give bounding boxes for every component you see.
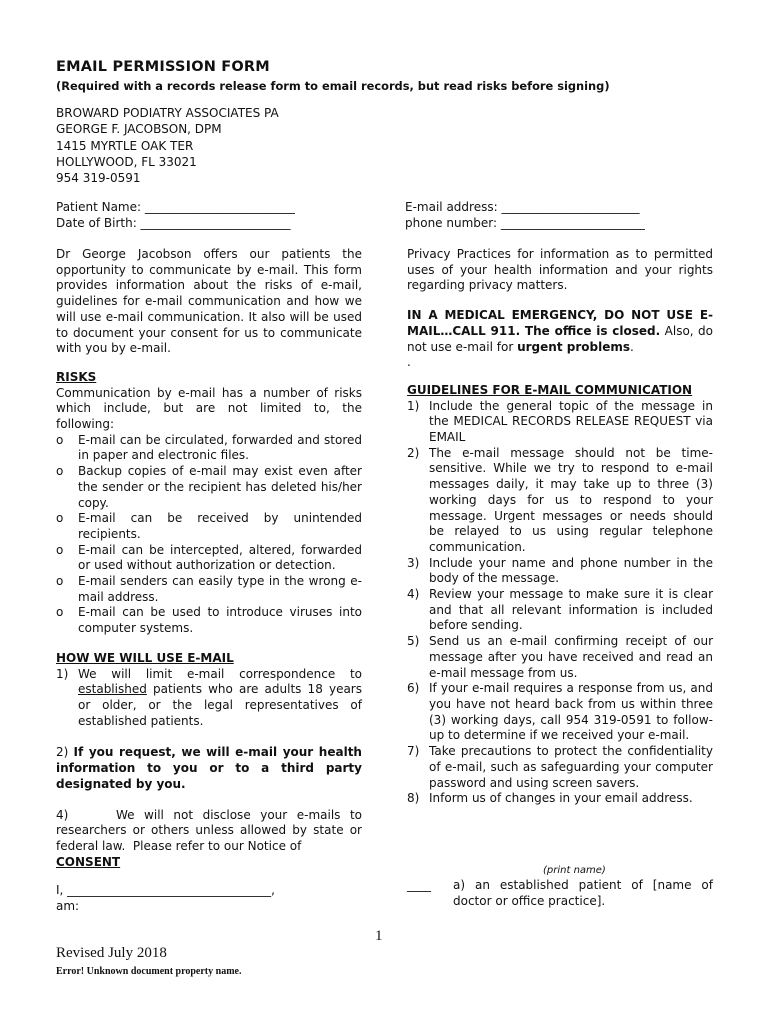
guideline-text: The e-mail message should not be time-sensitive. While we try to respond to e-mail messages daily, it may take up to three (3) working days for us to respond to your message. Urgent messages or needs should be relayed to us using regular telephone communication. <box>429 445 713 554</box>
risks-list <box>56 433 362 637</box>
risk-item: o E-mail senders can easily type in the wrong e-mail address. <box>56 574 362 605</box>
use-item-number: 1) <box>56 666 69 681</box>
risk-item: o E-mail can be intercepted, altered, forwarded or used without authorization or detection. <box>56 543 362 574</box>
use-item-text: patients who are adults 18 years or older, or the legal representatives of established patients. <box>78 682 362 728</box>
guideline-item <box>407 791 713 807</box>
emergency-text: Also, do not use e-mail for <box>407 323 713 354</box>
emergency-paragraph <box>407 308 713 355</box>
guideline-number: 2) <box>407 445 420 460</box>
page-number: 1 <box>375 928 383 944</box>
emergency-period: . <box>629 339 634 354</box>
city-state-zip: HOLLYWOOD, FL 33021 <box>56 154 197 169</box>
guideline-text: Review your message to make sure it is clear and that all relevant information is included before sending. <box>429 587 713 633</box>
guidelines-list <box>407 399 713 807</box>
use-item-1 <box>56 667 362 730</box>
guideline-number: 8) <box>407 791 420 806</box>
consent-am: am: <box>56 899 80 914</box>
use-item-text: If you request, we will e-mail your health information to you or to a third party designated by you. <box>56 745 362 791</box>
stray-dot: . <box>407 355 411 370</box>
form-title: EMAIL PERMISSION FORM <box>56 59 270 75</box>
guideline-number: 1) <box>407 398 420 413</box>
risk-item: o E-mail can be used to introduce viruses into computer systems. <box>56 605 362 636</box>
use-item-number: 2) <box>56 745 69 760</box>
guideline-text: Include the general topic of the message in the MEDICAL RECORDS RELEASE REQUEST via EMAIL <box>429 398 713 445</box>
use-item-2 <box>56 745 362 792</box>
use-item-4: 4) We will not disclose your e-mails to researchers or others unless allowed by state or federal law. Please refer to our Notice of <box>56 807 366 853</box>
print-name-caption: (print name) <box>543 865 606 876</box>
guideline-item <box>407 681 713 744</box>
practice-name: BROWARD PODIATRY ASSOCIATES PA <box>56 106 279 120</box>
guideline-item <box>407 399 713 446</box>
emergency-warning: IN A MEDICAL EMERGENCY, DO NOT USE E-MAIL…CALL 911. The office is closed. <box>407 308 713 338</box>
use-item-text: We will limit e-mail correspondence to <box>78 666 362 681</box>
patient-fields <box>56 199 295 231</box>
risk-item: o E-mail can be circulated, forwarded and stored in paper and electronic files. <box>56 433 362 464</box>
revised-date: Revised July 2018 <box>56 945 167 961</box>
footer-error-text: Error! Unknown document property name. <box>56 966 242 977</box>
risk-item: o E-mail can be received by unintended recipients. <box>56 511 362 542</box>
guideline-item <box>407 744 713 791</box>
contact-fields <box>405 199 645 231</box>
email-address-field[interactable]: E-mail address: _______________________ <box>405 200 640 214</box>
guideline-number: 7) <box>407 744 420 759</box>
street-address: 1415 MYRTLE OAK TER <box>56 138 194 153</box>
risk-item: o Backup copies of e-mail may exist even after the sender or the recipient has deleted his/her copy. <box>56 464 362 511</box>
guideline-number: 3) <box>407 555 420 570</box>
use-list <box>56 667 362 730</box>
guideline-text: If your e-mail requires a response from us, and you have not heard back from us within three (3) working days, call 954 319-0591 to follow-up to determine if we received your e-mail. <box>429 681 713 743</box>
guideline-number: 6) <box>407 681 420 696</box>
right-column <box>407 247 713 807</box>
privacy-paragraph: Privacy Practices for information as to permitted uses of your health information and your rights regarding privacy matters. <box>407 247 713 293</box>
patient-name-field[interactable]: Patient Name: _________________________ <box>56 200 295 214</box>
dob-field[interactable]: Date of Birth: _________________________ <box>56 216 291 230</box>
use-item-underlined: established <box>78 682 147 697</box>
practice-address-block <box>56 105 279 186</box>
use-heading: HOW WE WILL USE E-MAIL <box>56 650 234 665</box>
risks-heading: RISKS <box>56 369 97 384</box>
form-subtitle: (Required with a records release form to email records, but read risks before signing) <box>56 79 610 93</box>
guideline-number: 5) <box>407 634 420 649</box>
guideline-text: Include your name and phone number in the body of the message. <box>429 555 713 586</box>
risks-lead: Communication by e-mail has a number of risks which include, but are not limited to, the following: <box>56 385 362 432</box>
guidelines-heading: GUIDELINES FOR E-MAIL COMMUNICATION <box>407 382 693 397</box>
urgent-problems: urgent problems <box>517 339 630 354</box>
consent-heading: CONSENT <box>56 854 121 869</box>
guideline-text: Inform us of changes in your email address. <box>429 791 693 806</box>
guideline-text: Send us an e-mail confirming receipt of our message after you have received and read an e-mail message from us. <box>429 634 713 680</box>
guideline-item <box>407 634 713 681</box>
established-patient-option: a) an established patient of [name of doctor or office practice]. <box>453 878 713 908</box>
guideline-number: 4) <box>407 587 420 602</box>
intro-paragraph: Dr George Jacobson offers our patients the opportunity to communicate by e-mail. This form provides information about the risks of e-mail, guidelines for e-mail communication and how we will use e-mail communication. It also will be used to document your consent for us to communicate with you by e-mail. <box>56 247 362 356</box>
established-blank[interactable]: ____ <box>407 878 431 892</box>
phone-number-field[interactable]: phone number: ________________________ <box>405 216 645 230</box>
practice-phone: 954 319-0591 <box>56 171 141 186</box>
guideline-item <box>407 556 713 587</box>
left-column <box>56 247 366 915</box>
consent-name-line[interactable]: I, __________________________________, <box>56 883 275 898</box>
doctor-name: GEORGE F. JACOBSON, DPM <box>56 122 222 137</box>
guideline-item <box>407 446 713 556</box>
guideline-item <box>407 587 713 634</box>
guideline-text: Take precautions to protect the confidentiality of e-mail, such as safeguarding your computer password and using screen savers. <box>429 744 713 790</box>
